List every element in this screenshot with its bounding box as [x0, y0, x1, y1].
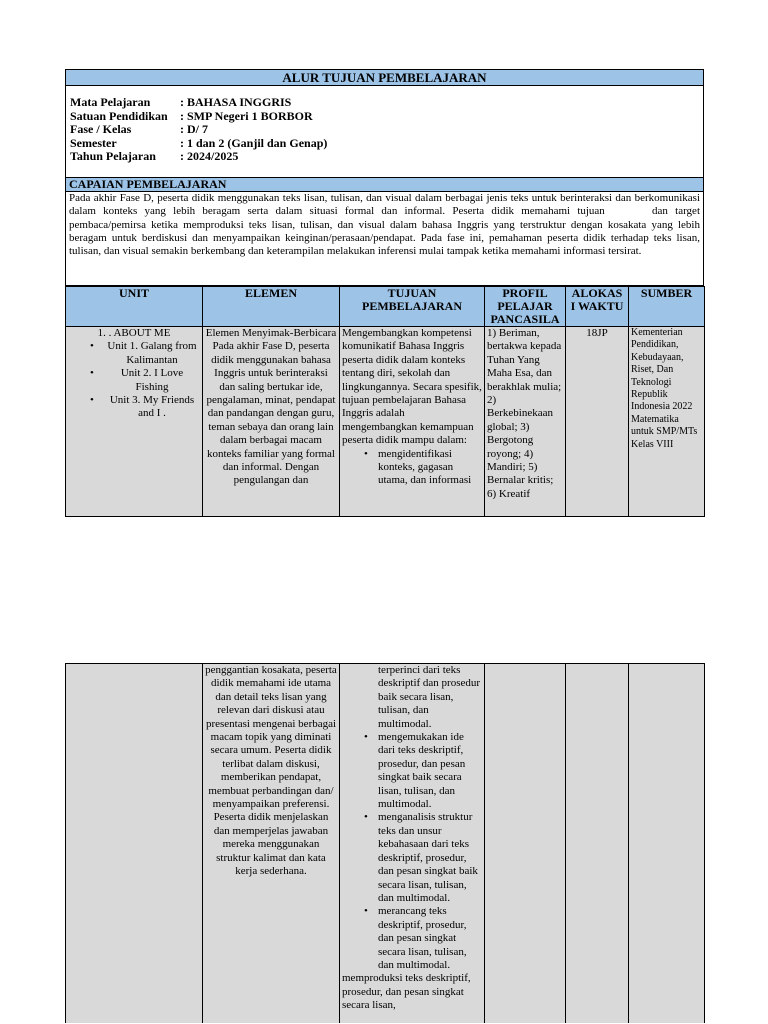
cell-profil	[485, 327, 566, 517]
atp-table	[65, 286, 705, 517]
unit-list-item: • Unit 3. My Friends and I .	[104, 394, 200, 421]
tujuan-list-item: • mengemukakan ide dari teks deskriptif, prosedur, dan pesan singkat baik secara lisan, tulisan, dan multimodal.	[378, 731, 482, 811]
cell-profil-empty	[485, 664, 566, 1024]
info-row-year	[70, 150, 327, 164]
cp-heading: CAPAIAN PEMBELAJARAN	[65, 178, 704, 192]
profil-text: 1) Beriman, bertakwa kepada Tuhan Yang Maha Esa, dan berakhlak mulia; 2) Berkebinekaan global; 3) Bergotong royong; 4) Mandiri; 5) Bernalar kritis; 6) Kreatif	[487, 327, 562, 500]
elemen-text: Elemen Menyimak-Berbicara Pada akhir Fase D, peserta didik menggunakan bahasa Inggris untuk berinteraksi dan saling bertukar ide, pengalaman, minat, pendapat dan pandangan dengan guru, teman sebaya dan orang lain dalam berbagai macam konteks familiar yang formal dan informal. Dengan pengulangan dan	[205, 327, 337, 487]
cell-tujuan	[340, 327, 485, 517]
table-row	[66, 664, 705, 1024]
cell-tujuan	[340, 664, 485, 1024]
tujuan-list	[342, 448, 482, 488]
cell-elemen	[203, 664, 340, 1024]
tujuan-list	[342, 731, 482, 972]
cell-alokasi-empty	[566, 664, 629, 1024]
info-key: Semester	[70, 135, 117, 150]
table-header-row	[66, 287, 705, 327]
info-key: Fase / Kelas	[70, 122, 132, 136]
cp-text-part-1: Pada akhir Fase D, peserta didik menggunakan teks lisan, tulisan, dan visual dalam berbagai jenis teks untuk berinteraksi dan berkomunikasi dalam konteks yang lebih beragam serta dalam situasi formal dan informal. Peserta didik memahami tujuan	[69, 192, 700, 218]
tujuan-continued: terperinci dari teks deskriptif dan prosedur baik secara lisan, tulisan, dan multimodal.	[378, 664, 481, 730]
info-value: : 2024/2025	[180, 149, 239, 163]
header-alokasi: ALOKAS I WAKTU	[566, 287, 629, 327]
header-tujuan: TUJUAN PEMBELAJARAN	[340, 287, 485, 327]
cp-text-part-2: dan target pembaca/pemirsa ketika memproduksi teks lisan, tulisan, dan visual dalam bahasa Inggris yang terstruktur dengan kosakata yang lebih beragam untuk berdiskusi dan menyampaikan keinginan/perasaan/pendapat. Pada fase ini, pemahaman peserta didik terhadap teks lisan, tulisan, dan visual semakin berkembang dan keterampilan melakukan inferensi mulai tampak ketika memahami informasi tersirat.	[69, 205, 700, 258]
info-key: Mata Pelajaran	[70, 95, 151, 109]
sumber-text: Kementerian Pendidikan, Kebudayaan, Riset, Dan Teknologi Republik Indonesia 2022 Matematika untuk SMP/MTs Kelas VIII	[631, 327, 698, 450]
header-sumber: SUMBER	[629, 287, 705, 327]
info-row-semester	[70, 137, 327, 151]
info-section	[65, 85, 704, 178]
document-page-1	[65, 69, 704, 520]
tujuan-list-item: • menganalisis struktur teks dan unsur kebahasaan dari teks deskriptif, prosedur, dan pesan singkat baik secara lisan, tulisan, dan multimodal.	[378, 811, 482, 905]
unit-list-item: • Unit 1. Galang from Kalimantan	[104, 340, 200, 367]
atp-table-continued	[65, 663, 705, 1023]
elemen-text: penggantian kosakata, peserta didik memahami ide utama dan detail teks lisan yang relevan dari diskusi atau presentasi mengenai berbagai macam topik yang diminati secara umum. Peserta didik terlibat dalam diskusi, memberikan pendapat, membuat perbandingan dan/ menyampaikan preferensi. Peserta didik menjelaskan dan memperjelas jawaban mereka menggunakan struktur kalimat dan kata kerja sederhana.	[205, 664, 337, 878]
info-key: Tahun Pelajaran	[70, 149, 156, 163]
unit-main-title: 1. . ABOUT ME	[97, 327, 171, 339]
cell-sumber	[629, 327, 705, 517]
info-table	[70, 96, 327, 164]
document-title: ALUR TUJUAN PEMBELAJARAN	[65, 69, 704, 86]
info-key: Satuan Pendidikan	[70, 108, 168, 123]
cell-unit	[66, 327, 203, 517]
info-value: : D/ 7	[180, 122, 208, 136]
info-row-subject	[70, 96, 327, 110]
tujuan-list-item: • merancang teks deskriptif, prosedur, dan pesan singkat secara lisan, tulisan, dan multimodal.	[378, 905, 482, 972]
cell-unit-empty	[66, 664, 203, 1024]
info-value: : BAHASA INGGRIS	[180, 95, 292, 109]
tujuan-intro: Mengembangkan kompetensi komunikatif Bahasa Inggris peserta didik dalam konteks tentang diri, sekolah dan lingkungannya. Secara spesifik, tujuan pembelajaran Bahasa Inggris adalah mengembangkan kemampuan peserta didik mampu dalam:	[342, 327, 482, 447]
header-unit: UNIT	[66, 287, 203, 327]
info-value: : 1 dan 2 (Ganjil dan Genap)	[180, 135, 328, 150]
document-page-2	[65, 663, 704, 1024]
header-profil: PROFIL PELAJAR PANCASILA	[485, 287, 566, 327]
table-row	[66, 327, 705, 517]
info-value: : SMP Negeri 1 BORBOR	[180, 108, 313, 123]
info-row-phase	[70, 123, 327, 137]
unit-list-item: • Unit 2. I Love Fishing	[104, 367, 200, 394]
tujuan-tail: memproduksi teks deskriptif, prosedur, dan pesan singkat secara lisan,	[342, 972, 471, 1012]
cp-paragraph	[65, 192, 704, 286]
tujuan-list-item: • mengidentifikasi konteks, gagasan utama, dan informasi	[378, 448, 482, 488]
cell-elemen	[203, 327, 340, 517]
cell-alokasi	[566, 327, 629, 517]
header-elemen: ELEMEN	[203, 287, 340, 327]
unit-list	[68, 340, 200, 420]
info-row-school	[70, 110, 327, 124]
alokasi-text: 18JP	[586, 327, 608, 339]
cell-sumber-empty	[629, 664, 705, 1024]
